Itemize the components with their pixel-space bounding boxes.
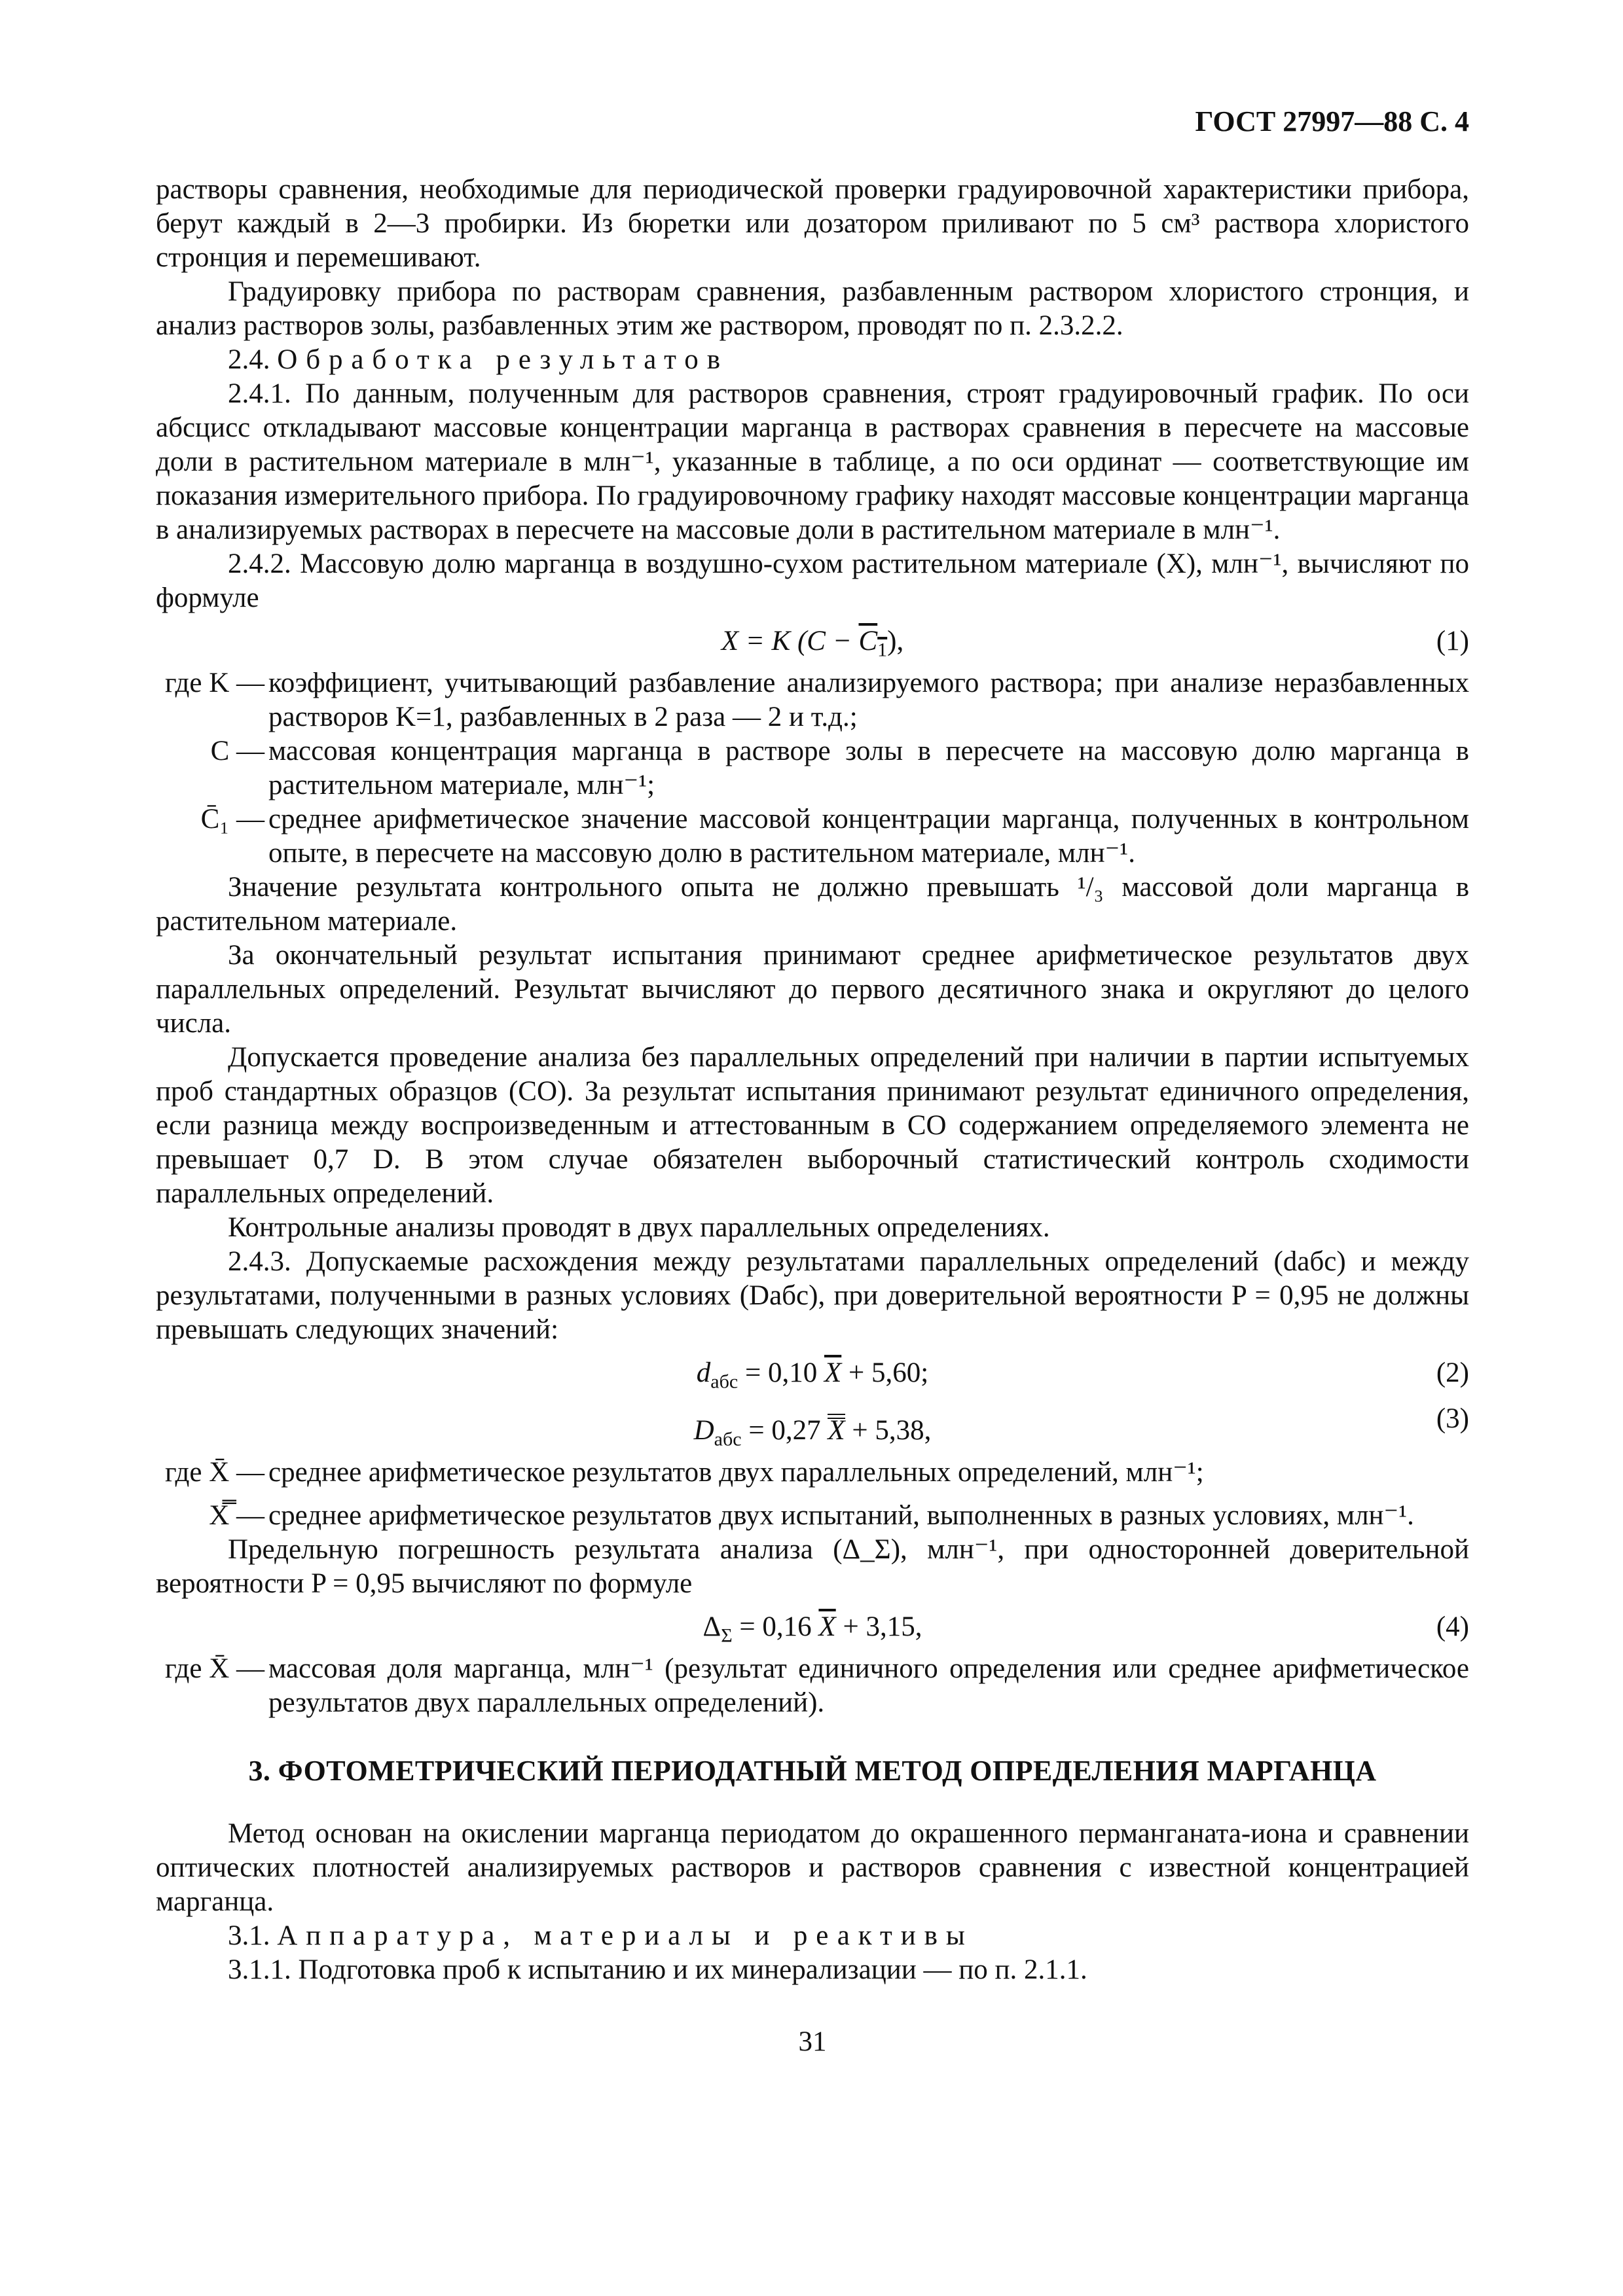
definition-k <box>156 666 1469 734</box>
formula-1-number: (1) <box>1436 626 1469 656</box>
formula-4-lhs: Δ <box>702 1611 721 1642</box>
formula-4-expression <box>156 1610 1469 1647</box>
formula-4-coef: = 0,16 <box>732 1611 819 1642</box>
paragraph-3-1-1: 3.1.1. Подготовка проб к испытанию и их минерализации — по п. 2.1.1. <box>228 1954 1087 1985</box>
definition-x-bar <box>156 1456 1469 1490</box>
definition-x-mass-term: где X̄ — <box>164 1653 264 1684</box>
formula-3-sub: абс <box>714 1428 742 1450</box>
formula-2-lhs: d <box>696 1357 711 1388</box>
definition-x-mass-text: массовая доля марганца, млн⁻¹ (результат единичного определения или среднее арифметическое результатов двух параллельных определений). <box>268 1653 1469 1718</box>
definition-x-mass <box>156 1652 1469 1720</box>
definition-c1-text: среднее арифметическое значение массовой концентрации марганца, полученных в контрольном опыте, в пересчете на массовую долю в растительном материале, млн⁻¹. <box>268 804 1469 869</box>
formula-3-var: X <box>828 1415 845 1446</box>
formula-1-c1-sub: 1 <box>877 639 888 661</box>
definition-x-bar-term: где X̄ — <box>164 1457 264 1488</box>
paragraph-method: Метод основан на окислении марганца периодатом до окрашенного перманганата-иона и сравнении оптических плотностей анализируемых растворов и растворов сравнения с известной концентрацией марганца. <box>156 1818 1469 1917</box>
formula-3-coef: = 0,27 <box>741 1415 828 1446</box>
definition-c <box>156 734 1469 802</box>
document-header: ГОСТ 27997—88 С. 4 <box>1195 105 1469 137</box>
definition-k-term: где K — <box>164 668 264 698</box>
definition-x-bar-text: среднее арифметическое результатов двух параллельных определений, млн⁻¹; <box>268 1457 1204 1488</box>
formula-1-tail: ), <box>887 626 904 656</box>
formula-2-number: (2) <box>1436 1357 1469 1388</box>
paragraph-solutions: растворы сравнения, необходимые для периодической проверки градуировочной характеристики прибора, берут каждый в 2—3 пробирки. Из бюретки или дозатором приливают по 5 см³ раствора хлористого стронция и перемешивают. <box>156 174 1469 273</box>
formula-4 <box>156 1610 1469 1648</box>
formula-3 <box>156 1403 1469 1452</box>
subsection-2-4-heading <box>156 343 1469 377</box>
definition-c1 <box>156 802 1469 870</box>
page-number: 31 <box>798 2026 827 2057</box>
formula-4-number: (4) <box>1436 1611 1469 1642</box>
paragraph-control-value: Значение результата контрольного опыта не должно превышать ¹/₃ массовой доли марганца в растительном материале. <box>156 872 1469 937</box>
definition-x-double-bar-term: X̿ — <box>209 1500 264 1531</box>
definition-c-text: массовая концентрация марганца в растворе золы в пересчете на массовую долю марганца в растительном материале, млн⁻¹; <box>268 736 1469 800</box>
formula-2-expression <box>156 1356 1469 1393</box>
formula-4-var: $\overline{X}$ <box>818 1611 836 1642</box>
definition-k-text: коэффициент, учитывающий разбавление анализируемого раствора; при анализе неразбавленных растворов K=1, разбавленных в 2 раза — 2 и т.д.; <box>268 668 1469 732</box>
formula-3-number: (3) <box>1436 1403 1469 1434</box>
formula-2 <box>156 1356 1469 1394</box>
definition-c-term: C — <box>210 736 264 766</box>
definitions-formula-1 <box>156 666 1469 870</box>
formula-2-var: $\overline{X}$ <box>824 1357 842 1388</box>
formula-1-expression <box>156 624 1469 661</box>
paragraph-allowed: Допускается проведение анализа без параллельных определений при наличии в партии испытуемых проб стандартных образцов (СО). За результат испытания принимают результат единичного определения, если разница между воспроизведенным и аттестованным в СО содержанием определяемого элемента не превышает 0,7 D. В этом случае обязателен выборочный статистический контроль сходимости параллельных определений. <box>156 1042 1469 1209</box>
page-content <box>156 105 1469 2059</box>
definition-c1-term: C̄₁ — <box>200 804 264 834</box>
paragraph-calibration: Градуировку прибора по растворам сравнения, разбавленным раствором хлористого стронция, и анализ растворов золы, разбавленных этим же раствором, проводят по п. 2.3.2.2. <box>156 276 1469 341</box>
formula-3-expression <box>156 1414 1469 1448</box>
formula-2-rhs: + 5,60; <box>841 1357 929 1388</box>
definition-x-double-bar-text: среднее арифметическое результатов двух испытаний, выполненных в разных условиях, млн⁻¹. <box>268 1500 1414 1531</box>
paragraph-limit-error: Предельную погрешность результата анализа (Δ_Σ), млн⁻¹, при односторонней доверительной вероятности P = 0,95 вычисляют по формуле <box>156 1534 1469 1599</box>
formula-1 <box>156 624 1469 662</box>
subsection-3-1-title: Аппаратура, материалы и реактивы <box>277 1920 974 1951</box>
subsection-2-4-title: Обработка результатов <box>277 344 729 375</box>
subsection-3-1-number: 3.1. <box>228 1920 270 1951</box>
formula-3-rhs: + 5,38, <box>845 1415 932 1446</box>
subsection-2-4-number: 2.4. <box>228 344 270 375</box>
definitions-formula-4 <box>156 1652 1469 1720</box>
formula-4-rhs: + 3,15, <box>835 1611 922 1642</box>
paragraph-control-analyses: Контрольные анализы проводят в двух параллельных определениях. <box>228 1212 1050 1243</box>
formula-3-lhs: D <box>693 1415 714 1446</box>
section-3-title: 3. ФОТОМЕТРИЧЕСКИЙ ПЕРИОДАТНЫЙ МЕТОД ОПРЕДЕЛЕНИЯ МАРГАНЦА <box>248 1755 1377 1787</box>
formula-1-c1: C <box>858 626 878 656</box>
paragraph-final-result: За окончательный результат испытания принимают среднее арифметическое результатов двух параллельных определений. Результат вычисляют до первого десятичного знака и округляют до целого числа. <box>156 940 1469 1039</box>
paragraph-2-4-1: 2.4.1. По данным, полученным для растворов сравнения, строят градуировочный график. По оси абсцисс откладывают массовые концентрации марганца в растворах сравнения в пересчете на массовые доли в растительном материале в млн⁻¹, указанные в таблице, а по оси ординат — соответствующие им показания измерительного прибора. По градуировочному графику находят массовые концентрации марганца в анализируемых растворах в пересчете на массовые доли в растительном материале в млн⁻¹. <box>156 378 1469 545</box>
formula-1-lhs: X = K (C − <box>721 626 859 656</box>
definition-x-double-bar <box>156 1499 1469 1533</box>
paragraph-2-4-2: 2.4.2. Массовую долю марганца в воздушно-сухом растительном материале (X), млн⁻¹, вычисляют по формуле <box>156 548 1469 613</box>
formula-2-sub: абс <box>710 1371 739 1393</box>
formula-4-sub: Σ <box>721 1624 733 1647</box>
paragraph-2-4-3: 2.4.3. Допускаемые расхождения между результатами параллельных определений (dабс) и между результатами, полученными в разных условиях (Dабс), при доверительной вероятности P = 0,95 не должны превышать следующих значений: <box>156 1246 1469 1345</box>
subsection-3-1-heading <box>156 1919 1469 1953</box>
definitions-formula-2-3 <box>156 1456 1469 1533</box>
formula-2-coef: = 0,10 <box>738 1357 824 1388</box>
